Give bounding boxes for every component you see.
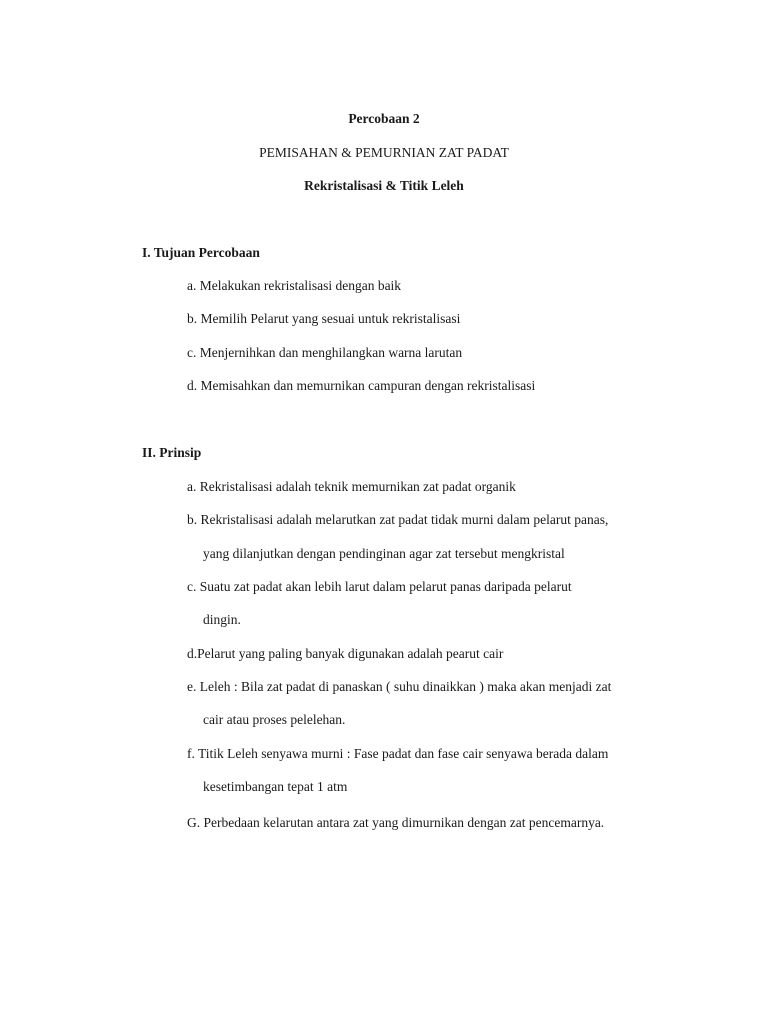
prinsip-item-e: e. Leleh : Bila zat padat di panaskan ( suhu dinaikkan ) maka akan menjadi zat bbox=[187, 679, 612, 694]
prinsip-item-b: b. Rekristalisasi adalah melarutkan zat padat tidak murni dalam pelarut panas, bbox=[187, 512, 609, 527]
prinsip-item-c-continuation: dingin. bbox=[203, 612, 241, 627]
prinsip-item-f-continuation: kesetimbangan tepat 1 atm bbox=[203, 779, 348, 794]
experiment-number: Percobaan 2 bbox=[348, 111, 420, 126]
document-subtitle: Rekristalisasi & Titik Leleh bbox=[304, 178, 464, 193]
section-heading-prinsip: II. Prinsip bbox=[142, 445, 202, 460]
prinsip-item-b-continuation: yang dilanjutkan dengan pendinginan agar zat tersebut mengkristal bbox=[203, 546, 565, 561]
prinsip-item-g: G. Perbedaan kelarutan antara zat yang dimurnikan dengan zat pencemarnya. bbox=[187, 815, 605, 830]
prinsip-item-d: d.Pelarut yang paling banyak digunakan adalah pearut cair bbox=[187, 646, 504, 661]
document-title: PEMISAHAN & PEMURNIAN ZAT PADAT bbox=[259, 145, 509, 160]
prinsip-item-a: a. Rekristalisasi adalah teknik memurnikan zat padat organik bbox=[187, 479, 516, 494]
tujuan-item-b: b. Memilih Pelarut yang sesuai untuk rekristalisasi bbox=[187, 311, 461, 326]
section-heading-tujuan: I. Tujuan Percobaan bbox=[142, 245, 260, 260]
tujuan-item-c: c. Menjernihkan dan menghilangkan warna larutan bbox=[187, 345, 463, 360]
tujuan-item-d: d. Memisahkan dan memurnikan campuran dengan rekristalisasi bbox=[187, 378, 536, 393]
tujuan-item-a: a. Melakukan rekristalisasi dengan baik bbox=[187, 278, 402, 293]
prinsip-item-c: c. Suatu zat padat akan lebih larut dalam pelarut panas daripada pelarut bbox=[187, 579, 572, 594]
prinsip-item-e-continuation: cair atau proses pelelehan. bbox=[203, 712, 346, 727]
prinsip-item-f: f. Titik Leleh senyawa murni : Fase padat dan fase cair senyawa berada dalam bbox=[187, 746, 609, 761]
